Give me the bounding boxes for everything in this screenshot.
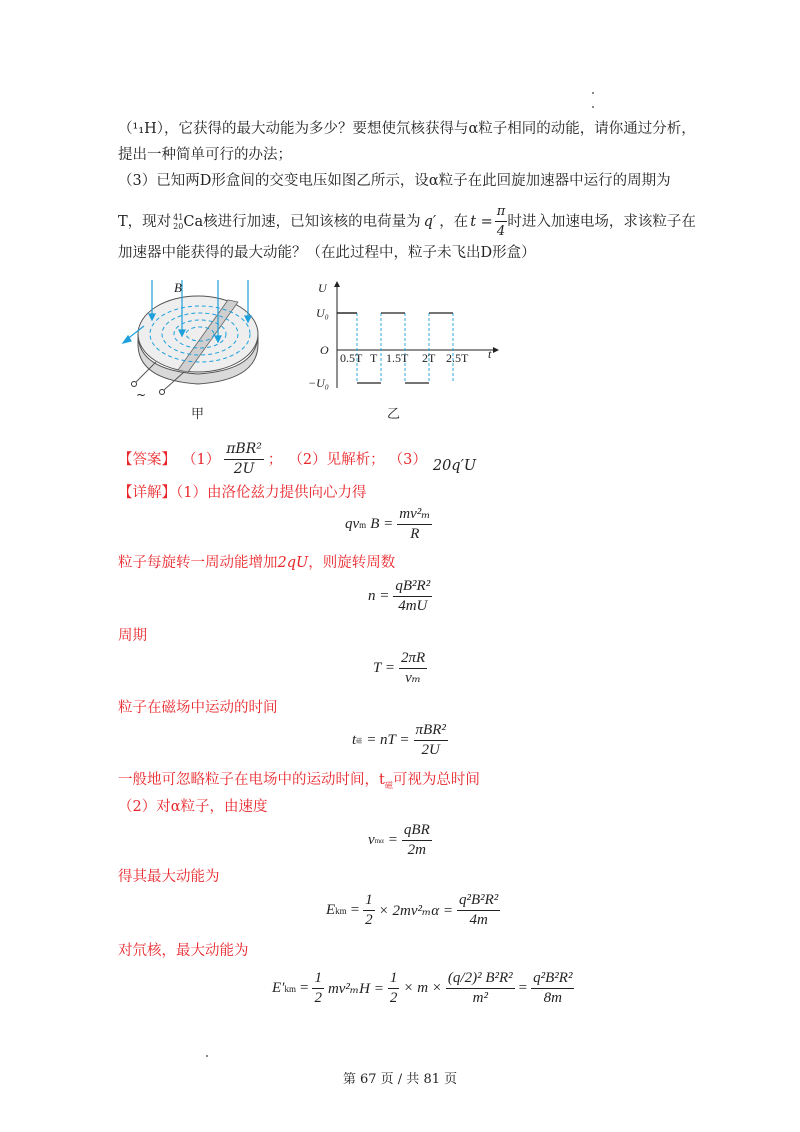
answer-part-3-label: （3） <box>388 451 427 468</box>
question-line-3: （3）已知两D形盒间的交变电压如图乙所示，设α粒子在此回旋加速器中运行的周期为 <box>118 173 671 189</box>
detail-text-a-1: 粒子每旋转一周动能增加 <box>118 555 278 571</box>
detail-text-d-2: 可视为总时间 <box>392 772 480 788</box>
detail-text-b: 周期 <box>118 628 147 644</box>
eq5-num: qBR <box>402 822 432 841</box>
pi-numerator: π <box>495 203 508 222</box>
eq5-lhs: v <box>368 832 375 848</box>
answer-line <box>118 441 476 478</box>
detail-text-d-sub: 磁 <box>384 780 393 790</box>
answer-separator: ； <box>267 451 283 468</box>
ca-mass: 41 <box>173 212 184 222</box>
eq3-num: 2πR <box>399 650 427 669</box>
ca-symbol: Ca <box>183 213 204 230</box>
detail-text-d <box>118 770 480 796</box>
answer-part-2: （2）见解析； <box>288 451 385 468</box>
q-prime: q′ <box>423 213 437 230</box>
answer-tag: 【答案】 <box>118 451 176 468</box>
axis-t-label: t <box>488 347 492 361</box>
eq4-mid: = nT = <box>366 732 410 748</box>
eq1-num: mv²ₘ <box>397 506 432 525</box>
equation-velocity <box>368 822 432 859</box>
detail-text-e: （2）对α粒子，由速度 <box>118 799 268 815</box>
scan-dot <box>592 106 594 108</box>
eq7-half-a-num: 1 <box>312 970 324 989</box>
question-line-5: 加速器中能获得的最大动能？（在此过程中，粒子未飞出D形盒） <box>118 245 536 261</box>
eq6-mid: × 2mv²ₘα = <box>378 903 453 919</box>
detail-text-f: 得其最大动能为 <box>118 869 220 885</box>
eq6-half-den: 2 <box>365 912 373 928</box>
eq4-sub: 磁 <box>356 739 363 745</box>
eq3-lhs: T = <box>373 660 395 676</box>
eq7-mid1: mv²ₘH = <box>327 981 384 997</box>
equation-deuteron-energy <box>272 970 574 1007</box>
ca-nuclide-indices <box>173 213 183 231</box>
tick-label: T <box>370 351 378 365</box>
tick-label: 0.5T <box>340 351 363 365</box>
eq7-num: q²B²R² <box>531 970 574 989</box>
eq5-fraction <box>402 822 432 859</box>
eq7-end: = <box>518 980 528 996</box>
eq4-lhs: t <box>352 732 357 748</box>
t-equals: t = <box>470 213 493 230</box>
eq6-num: q²B²R² <box>457 892 500 911</box>
eq3-den: vₘ <box>405 670 421 686</box>
question-line-4 <box>118 203 696 240</box>
eq7-fraction <box>531 970 574 1007</box>
cyclotron-diagram <box>118 278 278 400</box>
eq2-lhs: n = <box>368 588 390 604</box>
axis-u-label: U <box>318 281 327 295</box>
question-line-2: 提出一种简单可行的办法； <box>118 147 292 163</box>
eq7-half-b-den: 2 <box>389 990 398 1006</box>
eq2-num: qB²R² <box>393 578 432 597</box>
detail-text-a <box>118 553 395 573</box>
answer-1-numerator: πBR² <box>224 441 264 460</box>
eq6-lhs: E <box>326 902 336 918</box>
equation-period <box>373 650 427 687</box>
detail-text-a-2: ，则旋转周数 <box>308 555 396 571</box>
eq1-mid: B = <box>370 516 394 532</box>
voltage-waveform-chart <box>300 280 510 392</box>
u0-label: U₀ <box>316 306 329 320</box>
eq4-num: πBR² <box>414 722 448 741</box>
eq6-sub: km <box>335 905 347 916</box>
eq7-den: 8m <box>543 990 562 1006</box>
eq4-fraction <box>414 722 448 759</box>
eq7-eq: = <box>299 980 309 996</box>
eq5-mid: = <box>387 832 398 848</box>
eq7-half-b-num: 1 <box>388 970 400 989</box>
eq7-sub: km <box>284 983 296 994</box>
eq7-half-b <box>388 970 400 1007</box>
caption-jia: 甲 <box>191 407 205 422</box>
page-footer: 第 67 页 / 共 81 页 <box>342 1072 458 1087</box>
eq4-den: 2U <box>421 742 440 758</box>
answer-part-1-label: （1） <box>182 451 221 468</box>
eq7-big-num: (q/2)² B²R² <box>446 970 515 989</box>
detail-text-d-1: 一般地可忽略粒子在电场中的运动时间，t <box>118 772 385 788</box>
answer-1-fraction <box>224 441 264 478</box>
eq1-sub: m <box>359 519 367 530</box>
eq7-mid2: × m × <box>403 980 442 996</box>
question-line-4-b: 核进行加速，已知该核的电荷量为 <box>203 213 421 230</box>
tick-label: 2T <box>422 351 436 365</box>
eq5-den: 2m <box>407 842 426 858</box>
question-line-4-d: 时进入加速电场，求该粒子在 <box>507 213 696 230</box>
eq7-half-a <box>312 970 324 1007</box>
eq1-den: R <box>410 526 420 542</box>
detail-text-c: 粒子在磁场中运动的时间 <box>118 700 278 716</box>
equation-lorentz <box>345 506 432 543</box>
caption-yi: 乙 <box>387 407 401 422</box>
equation-time <box>352 722 448 759</box>
eq6-den: 4m <box>469 912 488 928</box>
eq6-half <box>363 892 375 929</box>
answer-1-denominator: 2U <box>233 461 255 477</box>
origin-label: O <box>320 343 329 357</box>
equation-alpha-energy <box>326 892 500 929</box>
pi-over-four <box>495 203 508 240</box>
eq7-big-fraction <box>446 970 515 1007</box>
question-line-1: （¹₁H），它获得的最大动能为多少？要想使氘核获得与α粒子相同的动能，请你通过分析， <box>118 121 696 137</box>
label-b: B <box>174 280 182 295</box>
ca-z: 20 <box>173 221 184 231</box>
scan-dot <box>206 1055 208 1057</box>
equation-turns <box>368 578 432 615</box>
scan-dot <box>592 92 594 94</box>
eq7-half-a-den: 2 <box>314 990 322 1006</box>
eq1-fraction <box>397 506 432 543</box>
eq5-sub: mα <box>374 836 384 845</box>
eq6-half-num: 1 <box>363 892 375 911</box>
eq7-lhs: E′ <box>272 980 285 996</box>
detail-text-g: 对氘核，最大动能为 <box>118 943 249 959</box>
detail-2qu: 2qU <box>277 555 309 571</box>
eq6-eq: = <box>350 902 360 918</box>
label-tilde: ~ <box>136 388 147 400</box>
four-denominator: 4 <box>496 224 506 239</box>
tick-label: 2.5T <box>446 351 469 365</box>
detail-intro <box>118 483 366 503</box>
eq2-den: 4mU <box>398 598 428 614</box>
eq3-fraction <box>399 650 427 687</box>
eq2-fraction <box>393 578 432 615</box>
detail-intro-text: （1）由洛伦兹力提供向心力得 <box>176 485 367 501</box>
tick-label: 1.5T <box>386 351 409 365</box>
eq7-big-den: m² <box>472 990 488 1006</box>
detail-tag: 【详解】 <box>118 485 176 501</box>
question-line-4-a: T，现对 <box>118 213 172 230</box>
question-line-4-c: ，在 <box>439 213 469 230</box>
eq6-fraction <box>457 892 500 929</box>
eq1-lhs: qv <box>345 516 360 532</box>
neg-u0-label: −U₀ <box>308 376 329 390</box>
answer-3-value: 20q′U <box>432 457 477 474</box>
